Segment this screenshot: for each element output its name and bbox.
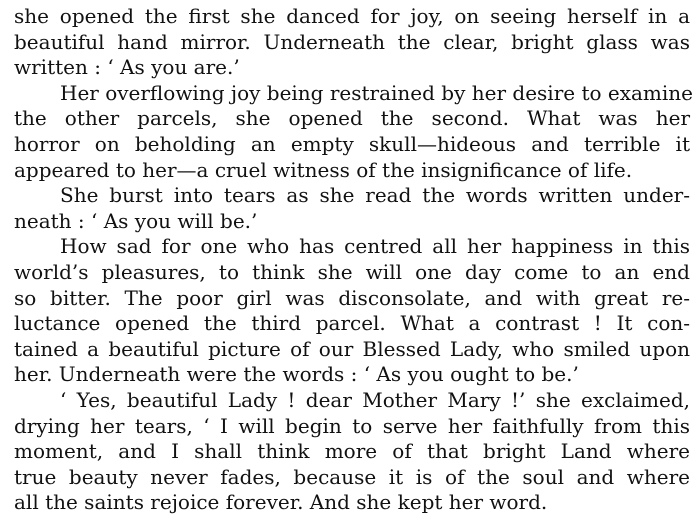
text-line: world’s pleasures, to think she will one day come to an end	[14, 259, 690, 284]
text-line: all the saints rejoice forever. And she kept her word.	[14, 490, 548, 515]
text-line: tained a beautiful picture of our Blessed Lady, who smiled upon	[14, 336, 690, 361]
paragraph-skull	[14, 80, 693, 183]
text-line: luctance opened the third parcel. What a contrast ! It con-	[14, 311, 690, 336]
text-line: horror on beholding an empty skull—hideous and terrible it	[14, 131, 690, 156]
text-line: she opened the first she danced for joy, on seeing herself in a	[14, 4, 690, 28]
text-line: moment, and I shall think more of that bright Land where	[14, 439, 690, 464]
text-line: She burst into tears as she read the words written under-	[60, 183, 690, 208]
text-line: so bitter. The poor girl was disconsolate, and with great re-	[14, 285, 690, 310]
text-line: ‘ Yes, beautiful Lady ! dear Mother Mary !’ she exclaimed,	[60, 387, 690, 412]
paragraph-picture	[14, 234, 690, 388]
text-line: written : ‘ As you are.’	[14, 55, 240, 80]
text-line: Her overflowing joy being restrained by her desire to examine	[60, 80, 693, 105]
paragraph-tears	[14, 183, 690, 234]
text-line: How sad for one who has centred all her happiness in this	[60, 234, 690, 259]
text-line: appeared to her—a cruel witness of the insignificance of life.	[14, 157, 633, 182]
text-line: beautiful hand mirror. Underneath the clear, bright glass was	[14, 29, 690, 54]
text-line: the other parcels, she opened the second. What was her	[14, 106, 690, 131]
text-line: true beauty never fades, because it is of the soul and where	[14, 464, 690, 489]
text-line: neath : ‘ As you will be.’	[14, 208, 258, 233]
paragraph-resolve	[14, 388, 690, 516]
text-line: her. Underneath were the words : ‘ As you ought to be.’	[14, 362, 579, 387]
paragraph-mirror	[14, 4, 690, 81]
text-line: drying her tears, ‘ I will begin to serve her faithfully from this	[14, 413, 690, 438]
